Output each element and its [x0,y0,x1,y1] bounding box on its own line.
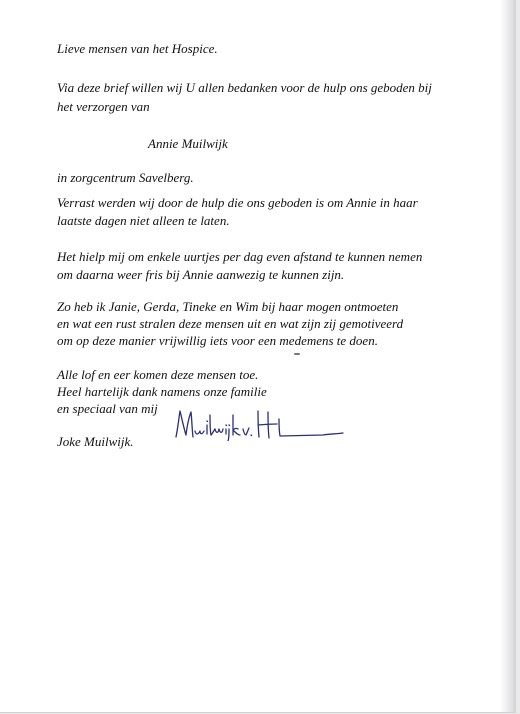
paragraph-4-line-1: Zo heb ik Janie, Gerda, Tineke en Wim bij haar mogen ontmoeten [57,299,399,314]
scan-speck [294,353,300,355]
paragraph-2-line-1: Verrast werden wij door de hulp die ons geboden is om Annie in haar [57,195,418,210]
sender-name: Joke Muilwijk. [57,434,134,449]
paragraph-4-line-2: en wat een rust stralen deze mensen uit en wat zijn zij gemotiveerd [57,316,404,331]
paragraph-1-line-2: het verzorgen van [57,99,150,114]
closing-line-3: en speciaal van mij [57,401,158,416]
location-line: in zorgcentrum Savelberg. [57,170,194,185]
paragraph-1-line-1: Via deze brief willen wij U allen bedanken voor de hulp ons geboden bij [57,80,432,95]
patient-name: Annie Muilwijk [148,136,228,151]
closing-line-1: Alle lof en eer komen deze mensen toe. [57,367,259,382]
paragraph-3-line-1: Het hielp mij om enkele uurtjes per dag even afstand te kunnen nemen [57,249,423,264]
paragraph-2-line-2: laatste dagen niet alleen te laten. [57,213,230,228]
paragraph-4-line-3: om op deze manier vrijwillig iets voor een medemens te doen. [57,333,378,348]
salutation: Lieve mensen van het Hospice. [57,41,218,56]
page-edge-shadow [500,0,514,712]
closing-line-2: Heel hartelijk dank namens onze familie [57,384,267,399]
paragraph-3-line-2: om daarna weer fris bij Annie aanwezig te kunnen zijn. [57,267,345,282]
handwritten-signature [173,407,348,441]
